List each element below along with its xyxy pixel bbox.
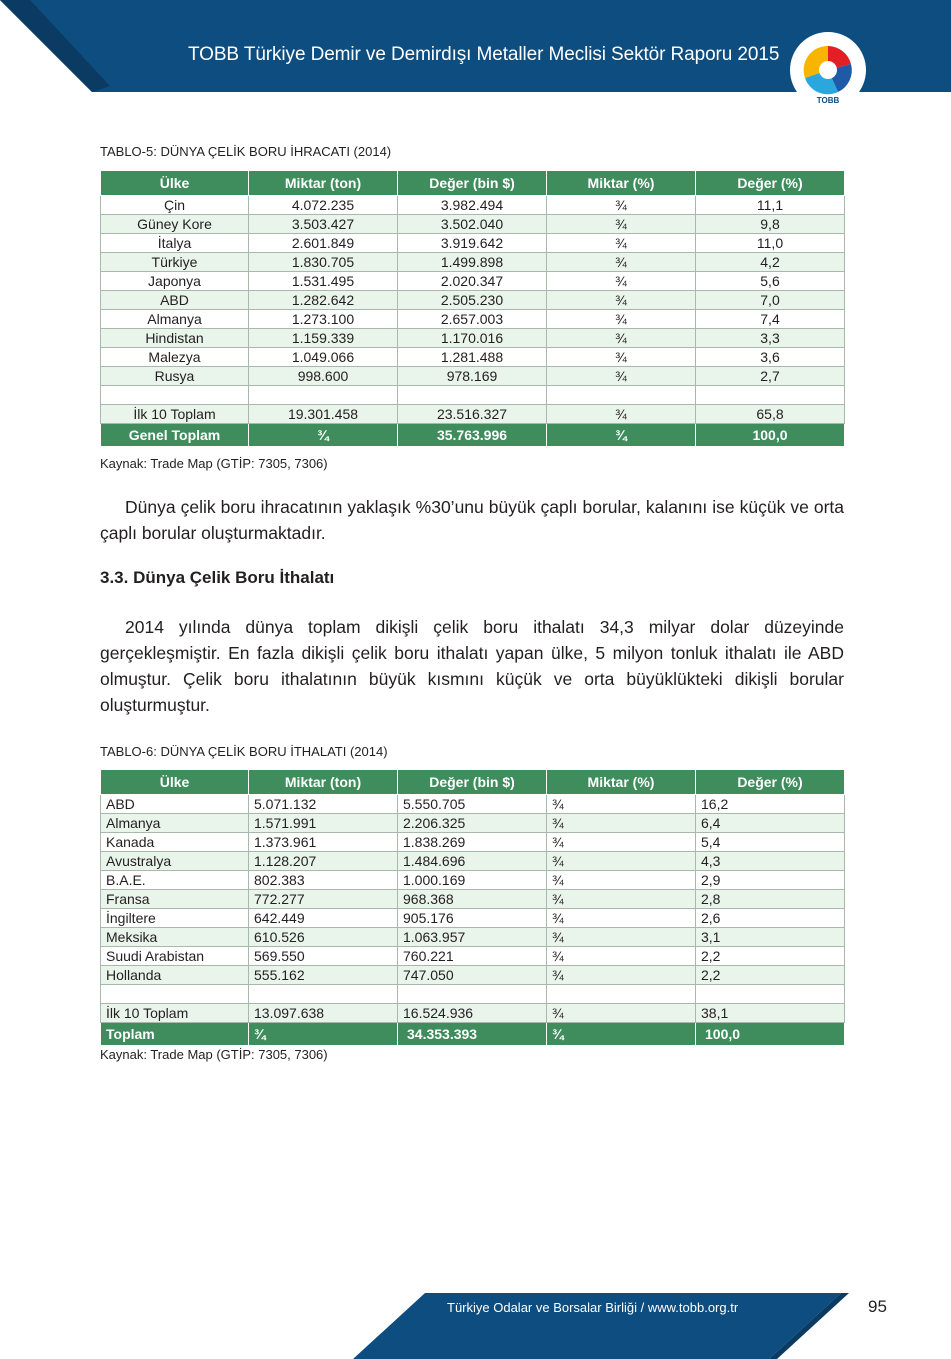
- table-row: [101, 234, 845, 253]
- table-cell: 2.206.325: [398, 814, 547, 833]
- table-cell: 1.000.169: [398, 871, 547, 890]
- table-cell: [249, 985, 398, 1004]
- table-cell: [101, 386, 249, 405]
- total-row: [101, 1023, 845, 1046]
- table-row: [101, 386, 845, 405]
- table-cell: 1.282.642: [249, 291, 398, 310]
- table-cell: 1.281.488: [398, 348, 547, 367]
- table-cell: [101, 985, 249, 1004]
- table-cell: [696, 985, 845, 1004]
- table-cell: ¾: [547, 215, 696, 234]
- table-cell: 5,4: [696, 833, 845, 852]
- table-cell: İlk 10 Toplam: [101, 405, 249, 424]
- table-cell: ¾: [547, 310, 696, 329]
- table-cell: İlk 10 Toplam: [101, 1004, 249, 1023]
- table-cell: Kanada: [101, 833, 249, 852]
- tobb-logo: [788, 30, 868, 110]
- logo-abbr: TOBB: [816, 96, 840, 105]
- table-cell: Almanya: [101, 310, 249, 329]
- table-cell: ¾: [547, 833, 696, 852]
- table-cell: ¾: [547, 909, 696, 928]
- table-cell: 1.159.339: [249, 329, 398, 348]
- table-cell: ¾: [547, 348, 696, 367]
- table-cell: 1.531.495: [249, 272, 398, 291]
- table-cell: 1.499.898: [398, 253, 547, 272]
- table-cell: 1.063.957: [398, 928, 547, 947]
- table-cell: 4.072.235: [249, 196, 398, 215]
- table-cell: 760.221: [398, 947, 547, 966]
- table-cell: 2,2: [696, 966, 845, 985]
- table-cell: ¾: [547, 852, 696, 871]
- table6-source: Kaynak: Trade Map (GTİP: 7305, 7306): [100, 1047, 328, 1062]
- table-cell: 16,2: [696, 795, 845, 814]
- table-cell: 5.550.705: [398, 795, 547, 814]
- table-cell: Hollanda: [101, 966, 249, 985]
- table-cell: 19.301.458: [249, 405, 398, 424]
- total-cell: ¾: [547, 1023, 696, 1046]
- column-header: Değer (bin $): [398, 171, 547, 196]
- table-cell: 7,0: [696, 291, 845, 310]
- table-cell: 747.050: [398, 966, 547, 985]
- table-cell: 2,8: [696, 890, 845, 909]
- table-cell: 555.162: [249, 966, 398, 985]
- column-header: Miktar (%): [547, 770, 696, 795]
- table-cell: 2.657.003: [398, 310, 547, 329]
- table-cell: İngiltere: [101, 909, 249, 928]
- table-cell: 1.128.207: [249, 852, 398, 871]
- table-cell: 642.449: [249, 909, 398, 928]
- paragraph-import-summary: 2014 yılında dünya toplam dikişli çelik boru ithalatı 34,3 milyar dolar düzeyinde gerçekleşmiştir. En fazla dikişli çelik boru ithalatı yapan ülke, 5 milyon tonluk ithalatı ile ABD olmuştur. Çelik boru ithalatının büyük kısmını küçük ve orta büyüklükteki dikişli borular oluşturmuştur.: [100, 617, 844, 715]
- table5-caption: TABLO-5: DÜNYA ÇELİK BORU İHRACATI (2014): [100, 144, 392, 159]
- total-cell: Genel Toplam: [101, 424, 249, 447]
- table-cell: ¾: [547, 947, 696, 966]
- table-cell: 3,6: [696, 348, 845, 367]
- table-cell: Suudi Arabistan: [101, 947, 249, 966]
- table-cell: ¾: [547, 814, 696, 833]
- table-cell: 2.020.347: [398, 272, 547, 291]
- table5-header-row: [101, 171, 845, 196]
- total-cell: ¾: [249, 424, 398, 447]
- table-cell: 1.838.269: [398, 833, 547, 852]
- table-cell: 1.170.016: [398, 329, 547, 348]
- table-cell: 772.277: [249, 890, 398, 909]
- table-cell: Almanya: [101, 814, 249, 833]
- table-cell: 998.600: [249, 367, 398, 386]
- table-cell: ¾: [547, 253, 696, 272]
- table-cell: 802.383: [249, 871, 398, 890]
- table-row: [101, 795, 845, 814]
- table-cell: 65,8: [696, 405, 845, 424]
- table-row: [101, 852, 845, 871]
- table-cell: [249, 386, 398, 405]
- column-header: Miktar (%): [547, 171, 696, 196]
- table-cell: [547, 386, 696, 405]
- total-cell: 34.353.393: [398, 1023, 547, 1046]
- table-cell: 2.505.230: [398, 291, 547, 310]
- table-row: [101, 329, 845, 348]
- table-cell: 23.516.327: [398, 405, 547, 424]
- table-cell: 5,6: [696, 272, 845, 291]
- table-cell: 5.071.132: [249, 795, 398, 814]
- table-cell: ¾: [547, 367, 696, 386]
- table-cell: ¾: [547, 1004, 696, 1023]
- table-cell: ABD: [101, 291, 249, 310]
- paragraph-export-summary: Dünya çelik boru ihracatının yaklaşık %30’unu büyük çaplı borular, kalanını ise küçük ve orta çaplı borular oluşturmaktadır.: [100, 497, 844, 543]
- column-header: Değer (bin $): [398, 770, 547, 795]
- column-header: Ülke: [101, 171, 249, 196]
- column-header: Değer (%): [696, 171, 845, 196]
- total-cell: 100,0: [696, 424, 845, 447]
- table-row: [101, 291, 845, 310]
- table-cell: 1.830.705: [249, 253, 398, 272]
- table-cell: 3.982.494: [398, 196, 547, 215]
- table5: [100, 170, 845, 447]
- table-row: [101, 272, 845, 291]
- table-cell: 16.524.936: [398, 1004, 547, 1023]
- table-cell: ¾: [547, 405, 696, 424]
- table-cell: ¾: [547, 234, 696, 253]
- table-cell: 38,1: [696, 1004, 845, 1023]
- column-header: Miktar (ton): [249, 770, 398, 795]
- table-row: [101, 196, 845, 215]
- total-cell: Toplam: [101, 1023, 249, 1046]
- table-cell: 1.273.100: [249, 310, 398, 329]
- table6-header-row: [101, 770, 845, 795]
- table-cell: ¾: [547, 966, 696, 985]
- table-row: [101, 367, 845, 386]
- table-cell: 2.601.849: [249, 234, 398, 253]
- table-cell: Güney Kore: [101, 215, 249, 234]
- table-row: [101, 909, 845, 928]
- table-cell: [398, 985, 547, 1004]
- table-cell: 3,1: [696, 928, 845, 947]
- table-row: [101, 928, 845, 947]
- table-cell: [547, 985, 696, 1004]
- table-cell: ¾: [547, 890, 696, 909]
- table-cell: 905.176: [398, 909, 547, 928]
- total-row: [101, 424, 845, 447]
- table-cell: 11,1: [696, 196, 845, 215]
- table-row: [101, 985, 845, 1004]
- table-cell: Fransa: [101, 890, 249, 909]
- table6: [100, 769, 845, 1046]
- table-cell: Hindistan: [101, 329, 249, 348]
- table-row: [101, 890, 845, 909]
- table-cell: ¾: [547, 291, 696, 310]
- total-cell: 100,0: [696, 1023, 845, 1046]
- table-cell: 1.484.696: [398, 852, 547, 871]
- table-cell: 2,6: [696, 909, 845, 928]
- table-cell: ¾: [547, 871, 696, 890]
- table-cell: Japonya: [101, 272, 249, 291]
- total-cell: ¾: [249, 1023, 398, 1046]
- footer-text: Türkiye Odalar ve Borsalar Birliği / www.tobb.org.tr: [447, 1300, 739, 1315]
- table-cell: 4,2: [696, 253, 845, 272]
- table-row: [101, 871, 845, 890]
- column-header: Miktar (ton): [249, 171, 398, 196]
- table-cell: 11,0: [696, 234, 845, 253]
- table-cell: ¾: [547, 272, 696, 291]
- table-cell: 4,3: [696, 852, 845, 871]
- table-cell: 7,4: [696, 310, 845, 329]
- table-cell: 3,3: [696, 329, 845, 348]
- page-number: 95: [868, 1297, 887, 1316]
- table-cell: Avustralya: [101, 852, 249, 871]
- table-cell: Türkiye: [101, 253, 249, 272]
- table-cell: 6,4: [696, 814, 845, 833]
- table-row: [101, 310, 845, 329]
- total-cell: 35.763.996: [398, 424, 547, 447]
- table-cell: 968.368: [398, 890, 547, 909]
- table-cell: 9,8: [696, 215, 845, 234]
- header-title: TOBB Türkiye Demir ve Demirdışı Metaller Meclisi Sektör Raporu 2015: [188, 44, 780, 65]
- table-cell: 3.503.427: [249, 215, 398, 234]
- table-cell: 2,9: [696, 871, 845, 890]
- table-row: [101, 405, 845, 424]
- table-cell: 1.373.961: [249, 833, 398, 852]
- table-cell: [696, 386, 845, 405]
- table-cell: 1.571.991: [249, 814, 398, 833]
- total-cell: ¾: [547, 424, 696, 447]
- table-cell: 569.550: [249, 947, 398, 966]
- table5-source: Kaynak: Trade Map (GTİP: 7305, 7306): [100, 456, 328, 471]
- table-cell: 13.097.638: [249, 1004, 398, 1023]
- column-header: Değer (%): [696, 770, 845, 795]
- table-cell: 2,7: [696, 367, 845, 386]
- table-cell: 610.526: [249, 928, 398, 947]
- table-cell: Çin: [101, 196, 249, 215]
- table-row: [101, 947, 845, 966]
- table-cell: 2,2: [696, 947, 845, 966]
- table-cell: ¾: [547, 928, 696, 947]
- table-row: [101, 814, 845, 833]
- table-cell: [398, 386, 547, 405]
- table-cell: ABD: [101, 795, 249, 814]
- table-row: [101, 966, 845, 985]
- table-cell: Malezya: [101, 348, 249, 367]
- section-heading: 3.3. Dünya Çelik Boru İthalatı: [100, 568, 335, 587]
- table-cell: ¾: [547, 795, 696, 814]
- table-cell: 978.169: [398, 367, 547, 386]
- table-cell: 3.502.040: [398, 215, 547, 234]
- table-row: [101, 215, 845, 234]
- column-header: Ülke: [101, 770, 249, 795]
- table-cell: ¾: [547, 196, 696, 215]
- table-row: [101, 1004, 845, 1023]
- table-cell: 3.919.642: [398, 234, 547, 253]
- table-cell: Meksika: [101, 928, 249, 947]
- table-cell: Rusya: [101, 367, 249, 386]
- table-cell: ¾: [547, 329, 696, 348]
- table6-caption: TABLO-6: DÜNYA ÇELİK BORU İTHALATI (2014): [100, 744, 388, 759]
- table-cell: İtalya: [101, 234, 249, 253]
- table-cell: 1.049.066: [249, 348, 398, 367]
- table-cell: B.A.E.: [101, 871, 249, 890]
- table-row: [101, 833, 845, 852]
- table-row: [101, 253, 845, 272]
- table-row: [101, 348, 845, 367]
